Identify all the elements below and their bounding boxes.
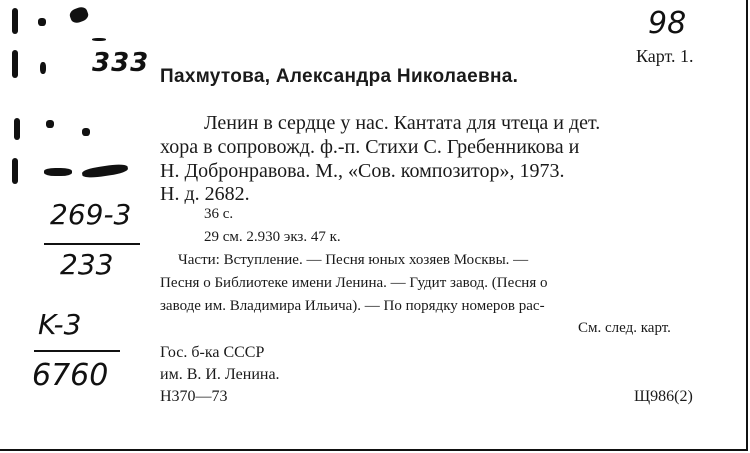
title-line: Ленин в сердце у нас. Кантата для чтеца и дет.: [204, 112, 601, 134]
shelf-mark-divider: [44, 243, 140, 245]
title-line: Н. Добронравова. М., «Сов. композитор», 1973.: [160, 160, 565, 182]
catalog-code: Щ986(2): [634, 388, 693, 405]
ink-mark: [12, 158, 18, 184]
ink-mark: [40, 62, 46, 74]
card-number: Карт. 1.: [636, 46, 694, 66]
ink-mark: [12, 50, 18, 78]
reference-mark-divider: [34, 350, 120, 352]
library-name: Гос. б-ка СССР: [160, 344, 265, 361]
ink-mark: [68, 5, 90, 24]
inventory-number: Н370—73: [160, 388, 228, 405]
title-line: Н. д. 2682.: [160, 183, 250, 205]
ink-mark: [82, 128, 90, 136]
ink-mark: [92, 38, 106, 41]
library-name: им. В. И. Ленина.: [160, 366, 280, 383]
handwritten-code: 333: [92, 48, 150, 78]
ink-mark: [44, 168, 72, 176]
contents-line: Части: Вступление. — Песня юных хозяев Москвы. —: [178, 252, 529, 268]
author-heading: Пахмутова, Александра Николаевна.: [160, 66, 519, 87]
page-count: 36 с.: [204, 206, 234, 222]
handwritten-number: 98: [648, 6, 687, 41]
ink-mark: [12, 8, 18, 34]
contents-line: Песня о Библиотеке имени Ленина. — Гудит завод. (Песня о: [160, 275, 548, 291]
shelf-mark-top: 269-3: [50, 198, 132, 231]
ink-mark: [38, 18, 46, 26]
contents-line: заводе им. Владимира Ильича). — По порядку номеров рас-: [160, 298, 545, 314]
physical-description: 29 см. 2.930 экз. 47 к.: [204, 229, 341, 245]
ink-mark: [14, 118, 20, 140]
see-next-card: См. след. карт.: [578, 320, 671, 336]
shelf-mark-bottom: 233: [60, 248, 114, 281]
ink-mark: [46, 120, 54, 128]
reference-mark-bottom: 6760: [32, 358, 109, 393]
ink-mark: [82, 163, 129, 179]
reference-mark-top: K-3: [38, 308, 82, 341]
title-line: хора в сопровожд. ф.-п. Стихи С. Гребенникова и: [160, 136, 580, 158]
